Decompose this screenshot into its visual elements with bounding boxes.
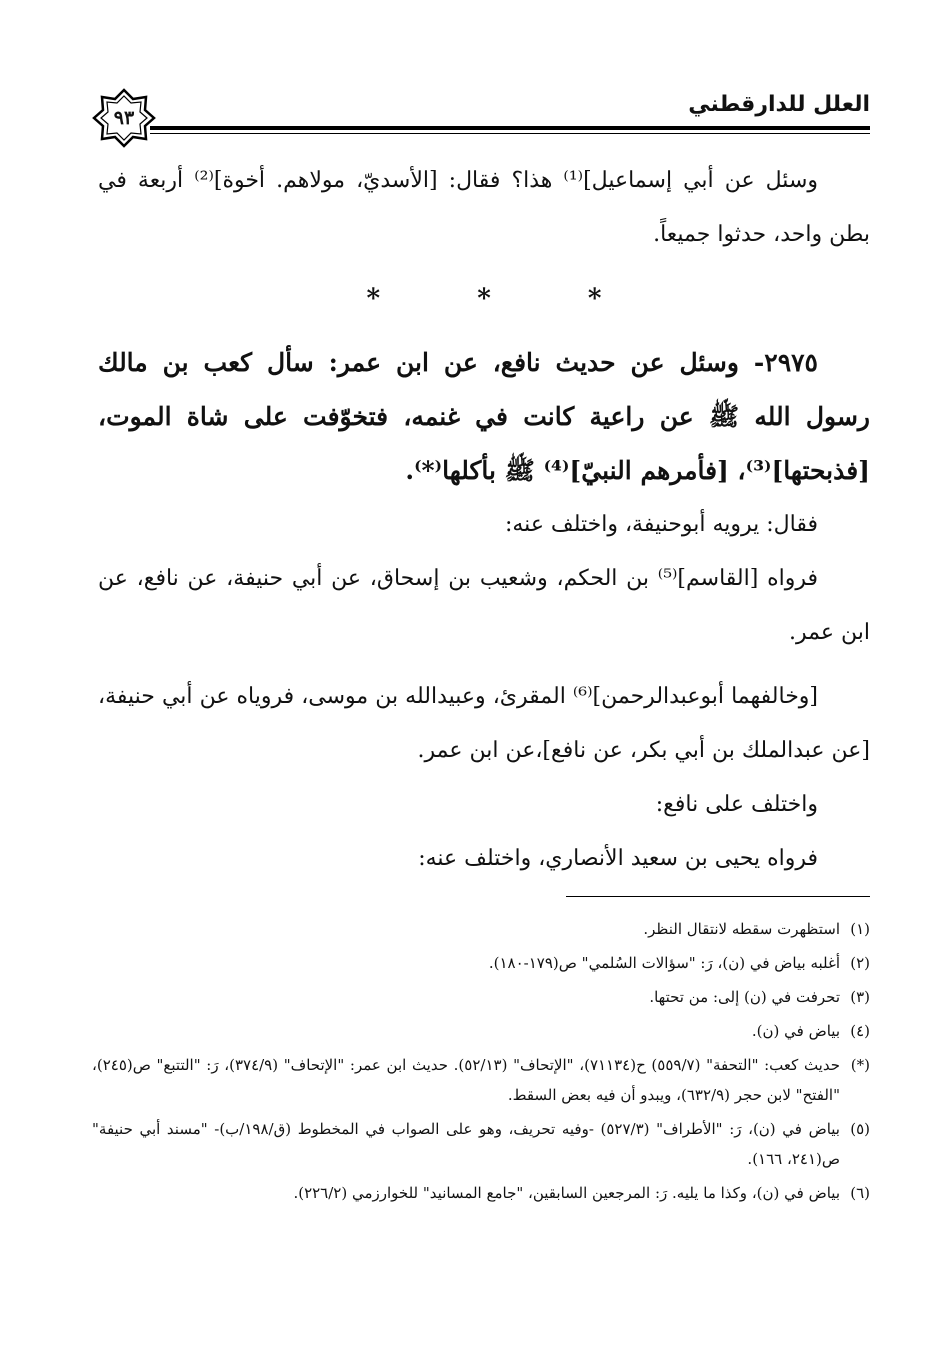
footnote-marker: (١) bbox=[850, 920, 870, 938]
footnote-marker: (٦) bbox=[850, 1184, 870, 1202]
paragraph: فرواه [القاسم]⁽⁵⁾ بن الحكم، وشعيب بن إسحاق، عن أبي حنيفة، عن نافع، عن ابن عمر. bbox=[98, 566, 870, 645]
footnote bbox=[92, 914, 870, 944]
footnote-text: تحرفت في (ن) إلى: من تحتها. bbox=[649, 988, 840, 1006]
footnote-text: استظهرت سقطه لانتقال النظر. bbox=[643, 920, 840, 938]
main-text bbox=[98, 154, 870, 886]
footnotes bbox=[92, 914, 870, 1212]
page-number: ٩٣ bbox=[113, 107, 135, 129]
footnote-text: بياض في (ن). bbox=[751, 1022, 840, 1040]
footnote-text: حديث كعب: "التحفة" (٥٥٩/٧) ح(٧١١٣٤)، "الإتحاف" (٥٢/١٣). حديث ابن عمر: "الإتحاف" (٣٧٤/٩)، رَ: "التتبع" ص(٢٤٥)، "الفتح" لابن حجر (٦٣٢/٩)، ويبدو أن فيه بعض السقط. bbox=[92, 1056, 841, 1104]
footnote-marker: (٣) bbox=[850, 988, 870, 1006]
footnote bbox=[92, 1178, 870, 1208]
footnote-marker: (*) bbox=[850, 1056, 871, 1074]
header-rule-thick bbox=[150, 126, 870, 130]
footnote-text: بياض في (ن)، رَ: "الأطراف" (٥٢٧/٣) -وفيه تحريف، وهو على الصواب في المخطوط (ق/١٩٨/ب)- "مسند أبي حنيفة" ص(٢٤١، ١٦٦). bbox=[92, 1120, 840, 1168]
footnote-divider bbox=[566, 896, 870, 897]
entry-heading bbox=[98, 336, 870, 498]
paragraph: فقال: يرويه أبوحنيفة، واختلف عنه: bbox=[504, 512, 818, 537]
footnote bbox=[92, 982, 870, 1012]
footnote bbox=[92, 1050, 870, 1110]
paragraph: [وخالفهما أبوعبدالرحمن]⁽⁶⁾ المقرئ، وعبيدالله بن موسى، فروياه عن أبي حنيفة، [عن عبدالملك بن أبي بكر، عن نافع]،عن ابن عمر. bbox=[98, 684, 870, 763]
footnote bbox=[92, 1016, 870, 1046]
footnote-text: أغلبه بياض في (ن)، رَ: "سؤالات السُلمي" ص(١٧٩-١٨٠). bbox=[488, 954, 840, 972]
footnote bbox=[92, 948, 870, 978]
footnote-marker: (٢) bbox=[850, 954, 870, 972]
footnote-text: بياض في (ن)، وكذا ما يليه. رَ: المرجعين السابقين، "جامع المسانيد" للخوارزمي (٢٢٦/٢). bbox=[293, 1184, 840, 1202]
entry-question: وسئل عن حديث نافع، عن ابن عمر: سأل كعب بن مالك رسول الله ﷺ عن راعية كانت في غنمه، فتخوّفت على شاة الموت، [فذبحتها]⁽³⁾، [فأمرهم النبيّ]⁽⁴⁾ ﷺ بأكلها⁽*⁾. bbox=[98, 348, 870, 485]
running-title: العلل للدارقطني bbox=[688, 92, 870, 117]
paragraph: واختلف على نافع: bbox=[655, 792, 818, 817]
footnote bbox=[92, 1114, 870, 1174]
header-rule-thin bbox=[150, 133, 870, 134]
page-number-badge bbox=[92, 88, 156, 148]
footnote-marker: (٤) bbox=[850, 1022, 870, 1040]
intro-paragraph: وسئل عن أبي إسماعيل]⁽¹⁾ هذا؟ فقال: [الأسديّ، مولاهم. أخوة]⁽²⁾ أربعة في بطن واحد، حدثوا جميعاً. bbox=[98, 168, 870, 247]
page-header bbox=[92, 88, 870, 148]
footnote-marker: (٥) bbox=[850, 1120, 870, 1138]
paragraph: فرواه يحيى بن سعيد الأنصاري، واختلف عنه: bbox=[418, 846, 818, 871]
entry-number: ٢٩٧٥- bbox=[753, 348, 818, 377]
section-separator: * * * bbox=[366, 284, 646, 314]
